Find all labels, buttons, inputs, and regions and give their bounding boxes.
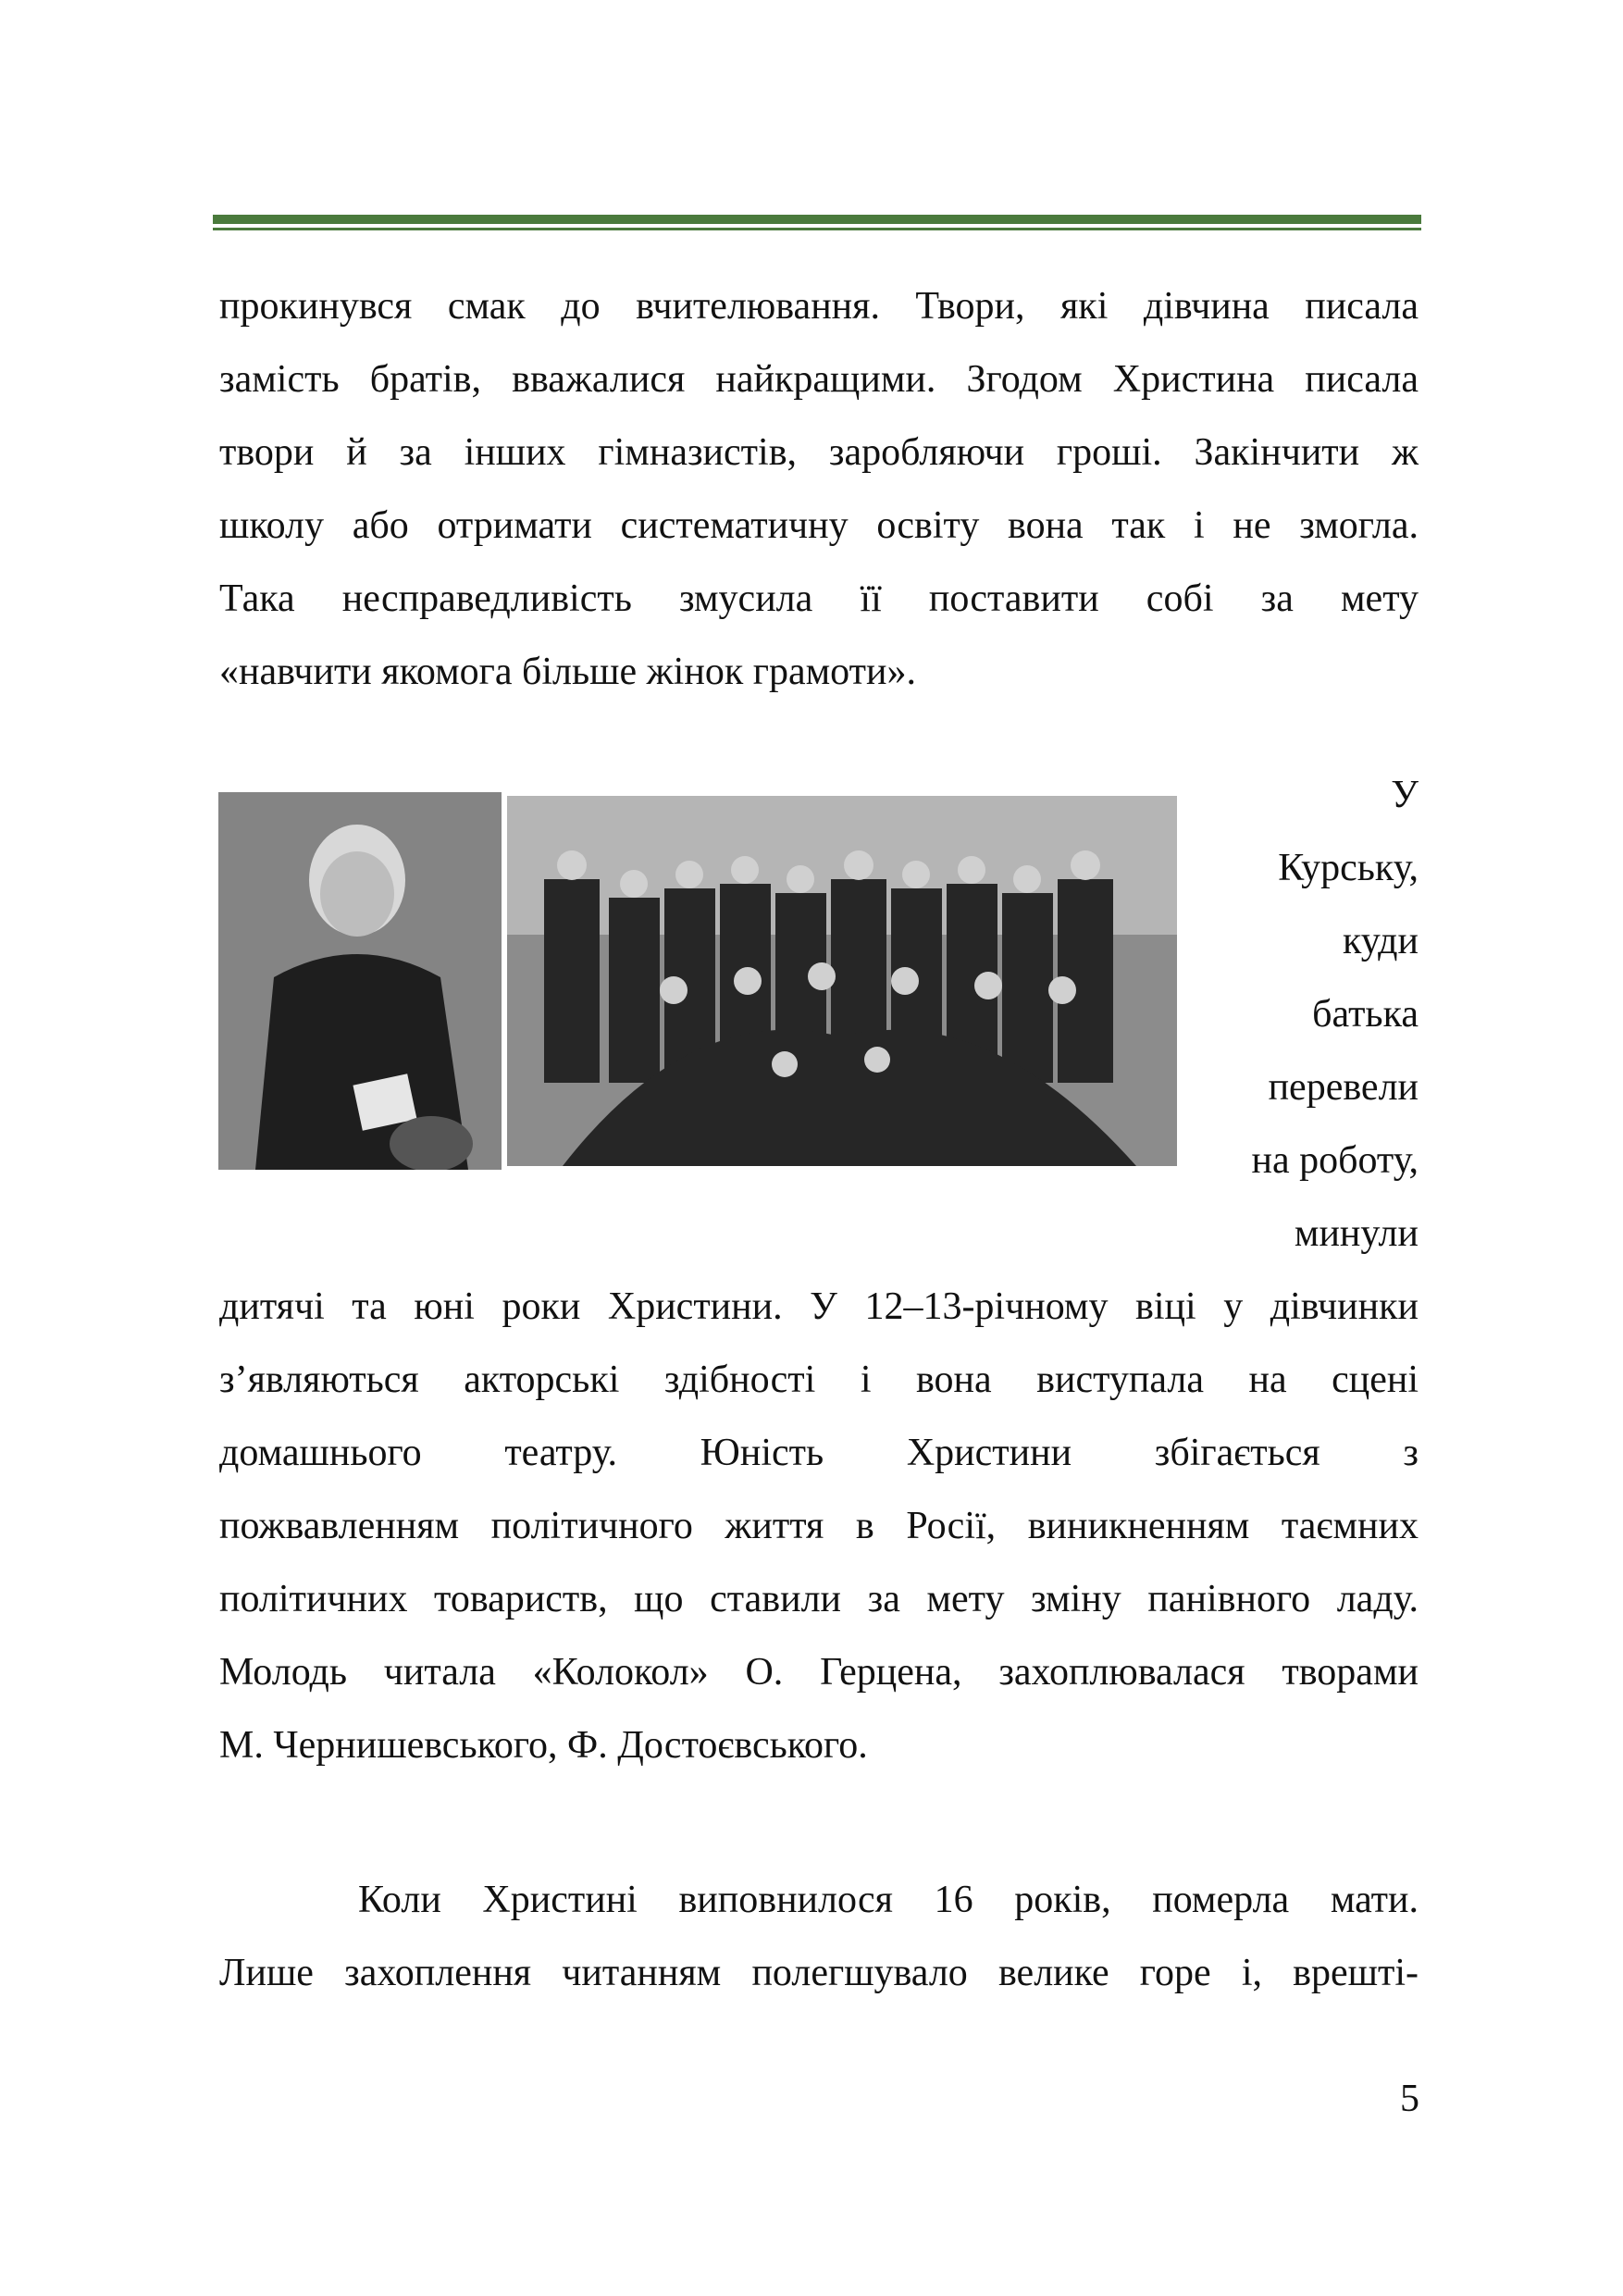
- text-line: «навчити якомога більше жінок грамоти».: [219, 651, 916, 693]
- page-number: 5: [1400, 2078, 1419, 2120]
- text-line: Така несправедливість змусила її поставити собі за мету: [219, 577, 1419, 620]
- paragraph-2: [219, 1271, 1419, 1782]
- text-line: Курську,: [1278, 847, 1419, 889]
- text-line: Коли Христині виповнилося 16 років, померла мати.: [358, 1879, 1419, 1921]
- text-line: куди: [1342, 920, 1419, 962]
- text-line: з’являються акторські здібності і вона виступала на сцені: [219, 1359, 1419, 1401]
- text-line: школу або отримати систематичну освіту вона так і не змогла.: [219, 504, 1419, 547]
- paragraph-1: [219, 270, 1419, 709]
- text-line: перевели: [1268, 1066, 1419, 1109]
- text-line: прокинувся смак до вчителювання. Твори, які дівчина писала: [219, 285, 1419, 328]
- paragraph-3: [219, 1864, 1419, 2010]
- text-line: У: [1391, 774, 1419, 816]
- text-line: політичних товариств, що ставили за мету зміну панівного ладу.: [219, 1578, 1419, 1620]
- text-line: пожвавленням політичного життя в Росії, виникненням таємних: [219, 1505, 1419, 1547]
- text-line: Лише захоплення читанням полегшувало велике горе і, врешті-: [219, 1952, 1419, 1994]
- portrait-photo: [218, 792, 502, 1170]
- text-line: минули: [1294, 1212, 1419, 1255]
- text-line: Молодь читала «Колокол» О. Герцена, захоплювалася творами: [219, 1651, 1419, 1694]
- text-line: дитячі та юні роки Христини. У 12–13-річному віці у дівчинки: [219, 1285, 1419, 1328]
- text-line: домашнього театру. Юність Христини збігається з: [219, 1432, 1419, 1474]
- text-line: на роботу,: [1251, 1139, 1419, 1182]
- header-rule-thin: [213, 228, 1421, 230]
- text-line: замість братів, вважалися найкращими. Згодом Христина писала: [219, 358, 1419, 401]
- wrap-column: [1184, 759, 1419, 1271]
- text-line: твори й за інших гімназистів, заробляючи гроші. Закінчити ж: [219, 431, 1419, 474]
- header-rule-thick: [213, 215, 1421, 224]
- group-photo: [507, 796, 1177, 1166]
- text-line: батька: [1312, 993, 1419, 1036]
- text-line: М. Чернишевського, Ф. Достоєвського.: [219, 1724, 868, 1767]
